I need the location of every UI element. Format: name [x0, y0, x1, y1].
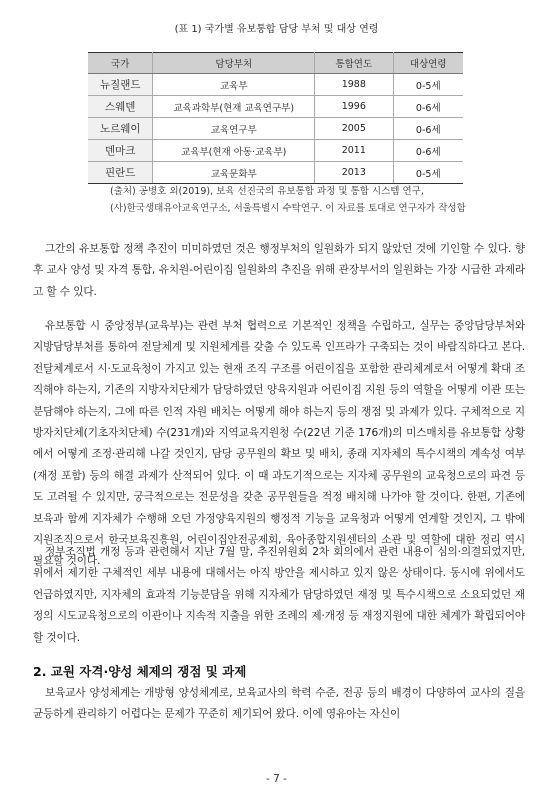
- cell-age: 0-6세: [393, 96, 463, 118]
- header-ministry: 담당부처: [153, 53, 315, 74]
- cell-age: 0-6세: [393, 118, 463, 140]
- cell-age: 0-5세: [393, 162, 463, 184]
- cell-country: 노르웨이: [88, 118, 153, 140]
- cell-country: 덴마크: [88, 140, 153, 162]
- cell-ministry: 교육부(현재 아동·교육부): [153, 140, 315, 162]
- country-integration-table: [88, 52, 463, 184]
- cell-ministry: 교육문화부: [153, 162, 315, 184]
- table-row: [88, 140, 463, 162]
- cell-year: 2005: [315, 118, 393, 140]
- cell-year: 2013: [315, 162, 393, 184]
- paragraph-3: 정부조직법 개정 등과 관련해서 지난 7월 말, 추진위원회 2차 회의에서 관련 내용이 심의·의결되었지만, 위에서 제기한 구체적인 세부 내용에 대해서는 아직 방안을 제시하고 있지 않은 상태이다. 동시에 위에서도 언급하였지만, 지자체의 효과적 기능분담을 위해 지자체가 담당하였던 재정 및 특수시책으로 소요되었던 재정의 시도교육청으로의 이관이나 지속적 지출을 위한 조례의 제·개정 등 재정지원에 대한 체계가 확립되어야 할 것이다.: [33, 546, 525, 644]
- table-row: [88, 118, 463, 140]
- table-source-line-2: (사)한국생태유아교육연구소, 서울특별시 수탁연구. 이 자료를 토대로 연구자가 작성함: [110, 203, 466, 214]
- cell-ministry: 교육과학부(현재 교육연구부): [153, 96, 315, 118]
- cell-age: 0-6세: [393, 140, 463, 162]
- header-age: 대상연령: [393, 53, 463, 74]
- cell-year: 1988: [315, 74, 393, 96]
- paragraph-4: 보육교사 양성체계는 개방형 양성체계로, 보육교사의 학력 수준, 전공 등의 배경이 다양하여 교사의 질을 균등하게 관리하기 어렵다는 문제가 꾸준히 제기되어 왔다. 이에 영유아는 자신이: [33, 687, 525, 721]
- table-header-row: [88, 53, 463, 74]
- cell-country: 핀란드: [88, 162, 153, 184]
- cell-country: 스웨덴: [88, 96, 153, 118]
- header-country: 국가: [88, 53, 153, 74]
- cell-ministry: 교육부: [153, 74, 315, 96]
- paragraph-1: 그간의 유보통합 정책 추진이 미미하였던 것은 행정부처의 일원화가 되지 않았던 것에 기인할 수 있다. 향후 교사 양성 및 자격 통합, 유치원-어린이집 일원화의 추진을 위해 관장부서의 일원화는 가장 시급한 과제라고 할 수 있다.: [33, 243, 525, 298]
- page-number: - 7 -: [266, 773, 287, 785]
- table-row: [88, 162, 463, 184]
- table-caption: (표 1) 국가별 유보통합 담당 부처 및 대상 연령: [174, 24, 379, 35]
- section-heading: 2. 교원 자격·양성 체제의 쟁점 및 과제: [33, 664, 247, 679]
- cell-age: 0-5세: [393, 74, 463, 96]
- cell-year: 1996: [315, 96, 393, 118]
- cell-ministry: 교육연구부: [153, 118, 315, 140]
- table-source-line-1: (출처) 공병호 외(2019), 보육 선진국의 유보통합 과정 및 통합 시스템 연구,: [110, 186, 424, 197]
- table-row: [88, 74, 463, 96]
- paragraph-2: 유보통합 시 중앙정부(교육부)는 관련 부처 협력으로 기본적인 정책을 수립하고, 실무는 중앙담당부처와 지방담당부처를 통하여 전달체계 및 지원체계를 갖출 수 있도록 인프라가 구축되는 것이 바람직하다고 본다. 전달체계로서 시·도교육청이 가지고 있는 현재 조직 구조를 어린이집을 포함한 관리체계로서 어떻게 확대 조직해야 하는지, 기존의 지방자치단체가 담당하였던 양육지원과 어린이집 지원 등의 역할을 어떻게 이관 또는 분담해야 하는지, 그에 따른 인적 자원 배치는 어떻게 해야 하는지 등의 쟁점 및 과제가 있다. 구체적으로 지방자치단체(기초자치단체) 수(231개)와 지역교육지원청 수(22년 기준 176개)의 미스매치를 유보통합 상황에서 어떻게 조정·관리해 나갈 것인지, 담당 공무원의 확보 및 배치, 종래 지자체의 특수시책의 계속성 여부(재정 포함) 등의 해결 과제가 산적되어 있다. 이 때 과도기적으로는 지자체 공무원의 교육청으로의 파견 등도 고려될 수 있지만, 궁극적으로는 전문성을 갖춘 공무원들을 적정 배치해 나가야 할 것이다. 한편, 기존에 보육과 함께 지자체가 수행해 오던 가정양육지원의 행정적 기능을 교육청과 어떻게 연계할 것인지, 그 밖에 지원조직으로서 한국보육진흥원, 어린이집안전공제회, 육아종합지원센터의 소관 및 역할에 대한 정리 역시 필요할 것이다.: [33, 320, 525, 568]
- table-row: [88, 96, 463, 118]
- cell-year: 2011: [315, 140, 393, 162]
- cell-country: 뉴질랜드: [88, 74, 153, 96]
- header-year: 통합연도: [315, 53, 393, 74]
